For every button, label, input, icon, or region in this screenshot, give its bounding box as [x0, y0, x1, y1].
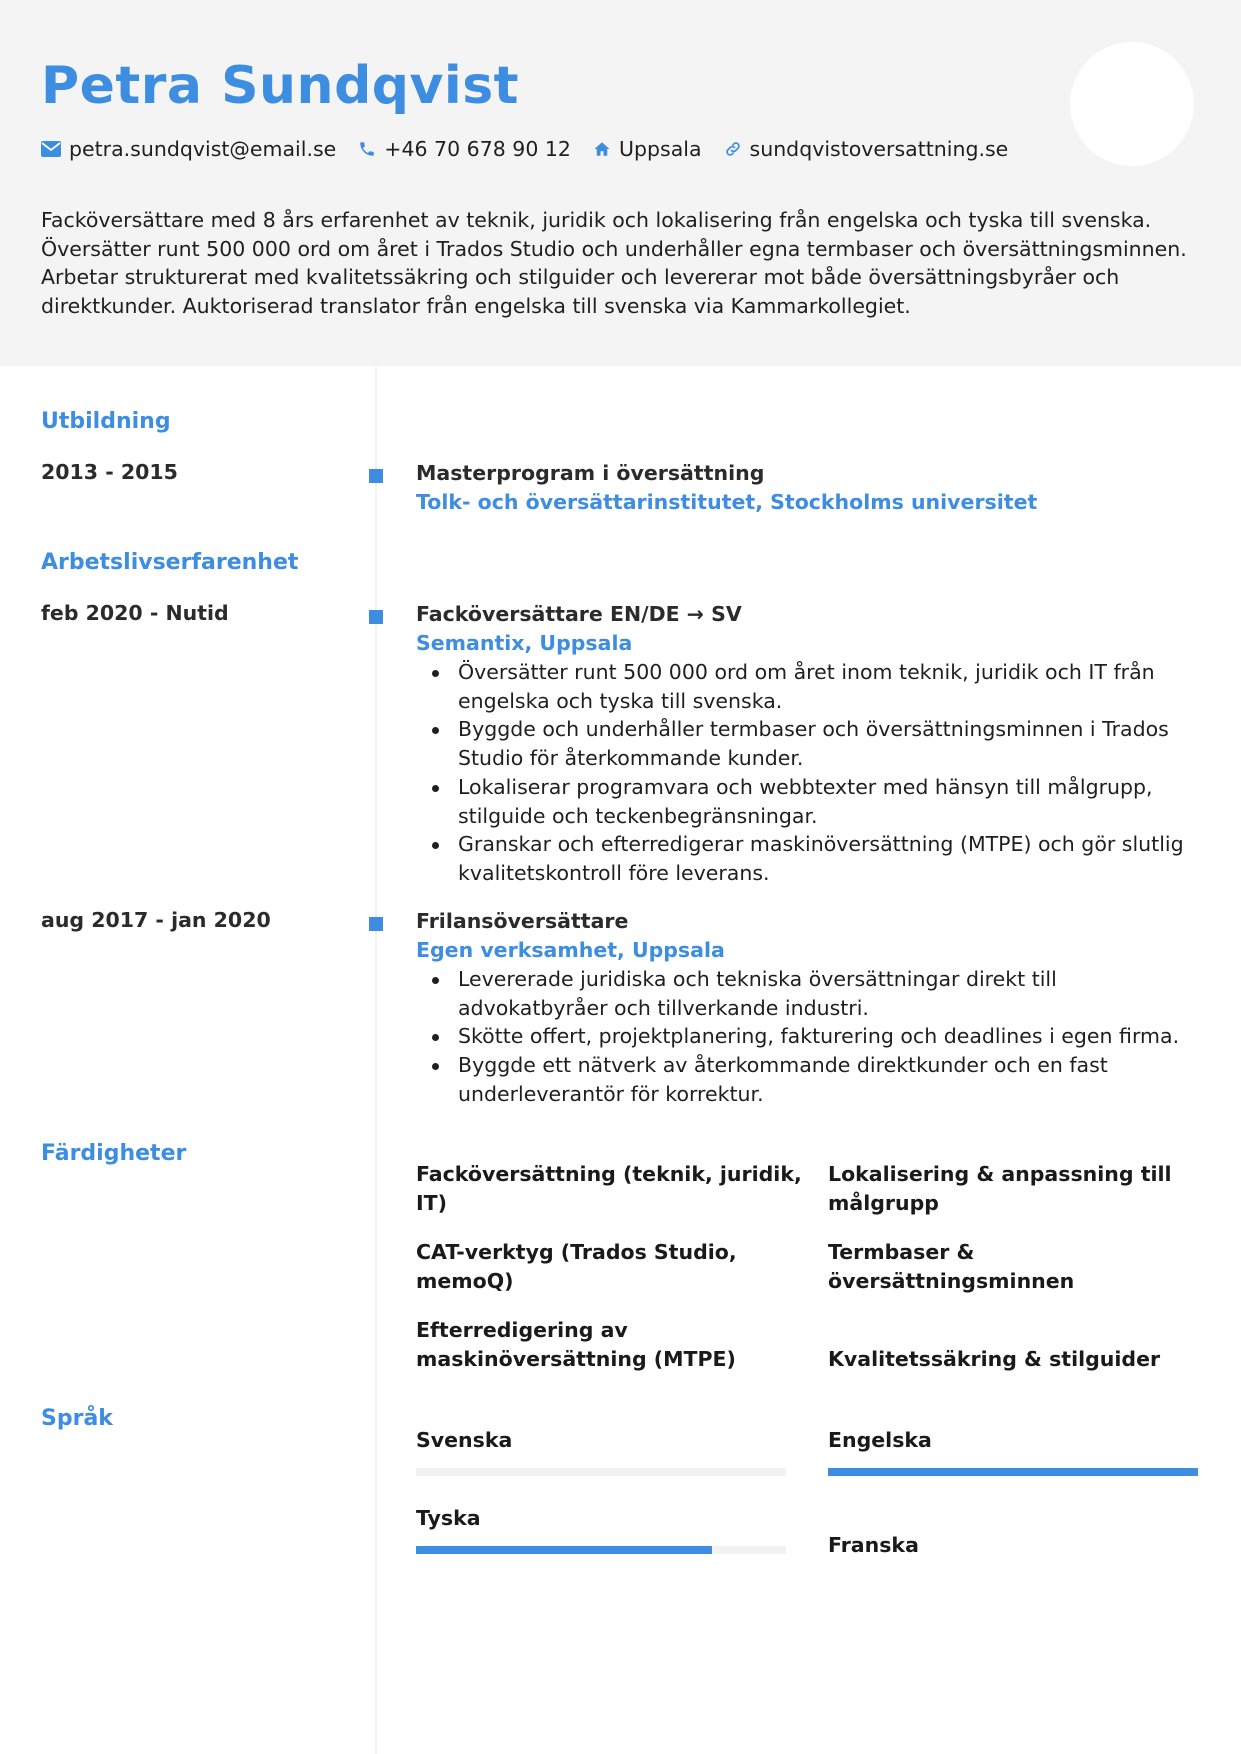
- contact-row: [41, 134, 1030, 164]
- company-name: Semantix, Uppsala: [416, 631, 633, 655]
- list-item: Byggde ett nätverk av återkommande direktkunder och en fast underleverantör för korrektur.: [458, 1051, 1206, 1108]
- job-title: Facköversättare EN/DE → SV: [416, 602, 742, 626]
- list-item: Lokaliserar programvara och webbtexter med hänsyn till målgrupp, stilguide och teckenbegränsningar.: [458, 773, 1206, 830]
- language-level-fill: [416, 1546, 712, 1554]
- list-item: Byggde och underhåller termbaser och översättningsminnen i Trados Studio för återkommande kunder.: [458, 715, 1206, 772]
- experience-entry: [416, 600, 1206, 888]
- website-text: sundqvistoversattning.se: [749, 137, 1009, 161]
- language-name: Svenska: [416, 1428, 513, 1452]
- candidate-name: Petra Sundqvist: [41, 56, 520, 116]
- language-level-bar: [416, 1468, 786, 1476]
- list-item: Översätter runt 500 000 ord om året inom teknik, juridik och IT från engelska och tyska till svenska.: [458, 658, 1206, 715]
- section-title-languages: Språk: [41, 1406, 113, 1431]
- education-entry: [416, 459, 1206, 517]
- section-title-experience: Arbetslivserfarenhet: [41, 550, 299, 575]
- list-item: Granskar och efterredigerar maskinöversättning (MTPE) och gör slutlig kvalitetskontroll före leverans.: [458, 830, 1206, 887]
- profile-summary: Facköversättare med 8 års erfarenhet av teknik, juridik och lokalisering från engelska och tyska till svenska. Översätter runt 500 000 ord om året i Trados Studio och underhåller egna termbaser och översättningsminnen. Arbetar strukturerat med kvalitetssäkring och stilguider och levererar mot både översättningsbyråer och direktkunder. Auktoriserad translator från engelska till svenska via Kammarkollegiet.: [41, 208, 1187, 318]
- language-name: Engelska: [828, 1428, 932, 1452]
- language-level-bar: [828, 1468, 1198, 1476]
- language-item: [416, 1426, 786, 1476]
- section-title-skills: Färdigheter: [41, 1141, 187, 1166]
- phone-icon: [358, 140, 376, 158]
- list-item: Levererade juridiska och tekniska översättningar direkt till advokatbyråer och tillverkande industri.: [458, 965, 1206, 1022]
- language-item: [416, 1504, 786, 1554]
- job-title: Frilansöversättare: [416, 909, 629, 933]
- profile-photo: [1070, 42, 1194, 166]
- skills-grid: [416, 1160, 1206, 1374]
- timeline-marker: [369, 469, 383, 483]
- timeline-divider: [375, 366, 377, 1754]
- timeline-marker: [369, 610, 383, 624]
- contact-website[interactable]: [724, 137, 1009, 161]
- skill-item: Efterredigering av maskinöversättning (MTPE): [416, 1318, 736, 1371]
- link-icon: [724, 140, 742, 158]
- school-name: Tolk- och översättarinstitutet, Stockholms universitet: [416, 490, 1038, 514]
- language-level-bar: [416, 1546, 786, 1554]
- list-item: Skötte offert, projektplanering, fakturering och deadlines i egen firma.: [458, 1022, 1206, 1051]
- skill-item: Termbaser & översättningsminnen: [828, 1240, 1075, 1293]
- experience-date: feb 2020 - Nutid: [41, 601, 229, 625]
- experience-date: aug 2017 - jan 2020: [41, 908, 271, 932]
- timeline-marker: [369, 917, 383, 931]
- language-level-fill: [828, 1468, 1198, 1476]
- email-text: petra.sundqvist@email.se: [69, 137, 337, 161]
- location-text: Uppsala: [618, 137, 702, 161]
- phone-text: +46 70 678 90 12: [384, 137, 571, 161]
- section-title-education: Utbildning: [41, 409, 171, 434]
- home-icon: [593, 140, 611, 158]
- mail-icon: [41, 141, 61, 157]
- header: [0, 0, 1241, 366]
- degree-title: Masterprogram i översättning: [416, 461, 765, 485]
- contact-email[interactable]: [41, 137, 336, 161]
- skill-item: Lokalisering & anpassning till målgrupp: [828, 1162, 1172, 1215]
- experience-entry: [416, 907, 1206, 1109]
- education-date: 2013 - 2015: [41, 460, 178, 484]
- skill-item: Kvalitetssäkring & stilguider: [828, 1347, 1161, 1371]
- language-name: Franska: [828, 1533, 919, 1557]
- job-bullets: [416, 965, 1206, 1109]
- language-item: [828, 1426, 1198, 1476]
- company-name: Egen verksamhet, Uppsala: [416, 938, 725, 962]
- skill-item: Facköversättning (teknik, juridik, IT): [416, 1162, 802, 1215]
- contact-location: [593, 137, 702, 161]
- skill-item: CAT-verktyg (Trados Studio, memoQ): [416, 1240, 737, 1293]
- language-name: Tyska: [416, 1506, 481, 1530]
- language-item: [828, 1531, 1198, 1560]
- job-bullets: [416, 658, 1206, 888]
- contact-phone[interactable]: [358, 137, 571, 161]
